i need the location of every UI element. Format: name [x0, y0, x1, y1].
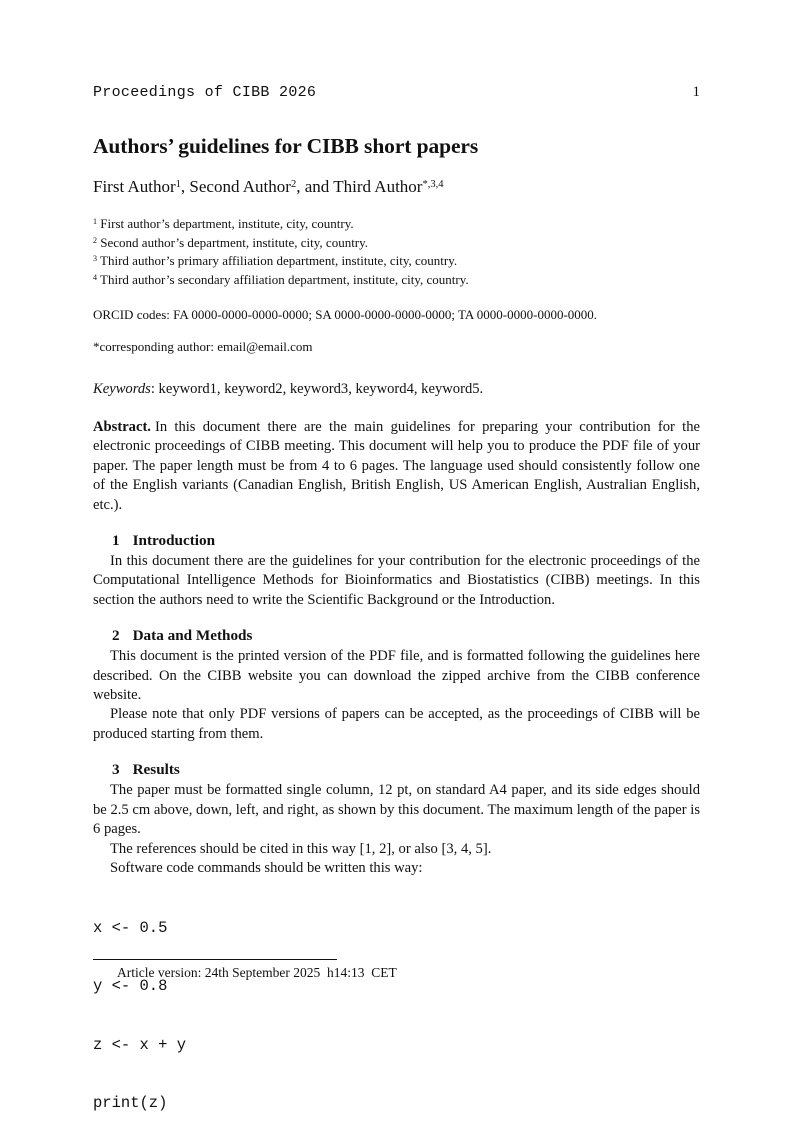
section-number: 1: [112, 532, 120, 550]
affiliation-text: First author’s department, institute, city, country.: [97, 216, 354, 231]
page-number: 1: [692, 84, 700, 100]
affiliation-marker: 1: [93, 217, 98, 227]
author-separator: , and: [296, 177, 334, 196]
running-header-title: Proceedings of CIBB 2026: [93, 84, 317, 101]
paper-title: Authors’ guidelines for CIBB short papers: [93, 134, 479, 158]
orcid-line: ORCID codes: FA 0000-0000-0000-0000; SA 0000-0000-0000-0000; TA 0000-0000-0000-0000.: [93, 307, 598, 322]
affiliation-text: Third author’s secondary affiliation department, institute, city, country.: [97, 271, 469, 287]
affiliation-marker: 3: [93, 254, 98, 264]
section-paragraph: In this document there are the guidelines for your contribution for the electronic proceedings of the Computational Intelligence Methods for Bioinformatics and Biostatistics (CIBB) meetings. In this section the authors need to write the Scientific Background or the Introduction.: [93, 553, 700, 608]
section-paragraph: The references should be cited in this way [1, 2], or also [3, 4, 5].: [110, 840, 492, 857]
section-heading-3: [93, 760, 700, 779]
author-line: [93, 176, 700, 201]
code-line-4: print(z): [93, 1093, 168, 1112]
section-number: 3: [112, 761, 120, 779]
author-affil-marker-1: 1: [175, 179, 181, 191]
code-block: [93, 880, 700, 1123]
section-paragraph: This document is the printed version of the PDF file, and is formatted following the guidelines here described. On the CIBB website you can download the zipped archive from the CIBB conference website.: [93, 648, 700, 704]
corresponding-author-line: *corresponding author: email@email.com: [93, 339, 313, 354]
section-data-and-methods: [93, 626, 700, 744]
keywords-text: : keyword1, keyword2, keyword3, keyword4, keyword5.: [150, 381, 484, 397]
affiliation-line-2: [93, 235, 700, 254]
section-paragraph: Software code commands should be written this way:: [110, 859, 423, 876]
abstract-label: Abstract.: [93, 419, 151, 435]
affiliation-line-4: [93, 272, 700, 291]
affiliation-marker: 2: [93, 235, 98, 245]
author-separator: ,: [180, 177, 190, 196]
footnote-rule: [93, 959, 337, 960]
author-affil-marker-3: *,3,4: [422, 179, 444, 191]
code-line-2: y <- 0.8: [93, 977, 168, 996]
abstract-text: In this document there are the main guidelines for preparing your contribution for the electronic proceedings of CIBB meeting. This document will help you to produce the PDF file of your paper. The paper length must be from 4 to 6 pages. The language used should consistently follow one of the English variants (Canadian English, British English, US American English, Australian English, etc.).: [93, 419, 700, 513]
affiliation-text: Third author’s primary affiliation department, institute, city, country.: [97, 253, 458, 268]
author-name-3: Third Author: [333, 177, 423, 196]
code-line-1: x <- 0.5: [93, 919, 168, 938]
section-number: 2: [112, 627, 120, 645]
affiliation-text: Second author’s department, institute, city, country.: [97, 234, 369, 250]
section-heading-2: [93, 626, 700, 645]
section-title: Data and Methods: [132, 627, 253, 645]
author-name-1: First Author: [93, 177, 176, 196]
footnote: [93, 959, 700, 981]
affiliation-line-3: [93, 253, 700, 272]
paper-content: [93, 83, 700, 1123]
section-heading-1: [93, 531, 700, 550]
abstract-paragraph: [93, 418, 700, 515]
author-name-2: Second Author: [189, 177, 291, 196]
article-version-line: Article version: 24th September 2025 h14:13 CET: [117, 965, 397, 980]
section-title: Introduction: [132, 532, 216, 550]
section-paragraph: The paper must be formatted single column, 12 pt, on standard A4 paper, and its side edges should be 2.5 cm above, down, left, and right, as shown by this document. The maximum length of the paper is 6 pages.: [93, 782, 700, 838]
section-paragraph: Please note that only PDF versions of papers can be accepted, as the proceedings of CIBB will be produced starting from them.: [93, 706, 700, 742]
section-results: [93, 760, 700, 878]
keywords-line: [93, 380, 700, 399]
running-header: [93, 83, 700, 102]
section-title: Results: [132, 761, 180, 779]
affiliations: [93, 216, 700, 290]
keywords-label: Keywords: [93, 381, 151, 397]
code-line-3: z <- x + y: [93, 1035, 187, 1054]
affiliation-line-1: [93, 216, 700, 235]
section-introduction: [93, 531, 700, 610]
affiliation-marker: 4: [93, 272, 98, 282]
author-affil-marker-2: 2: [290, 179, 297, 191]
